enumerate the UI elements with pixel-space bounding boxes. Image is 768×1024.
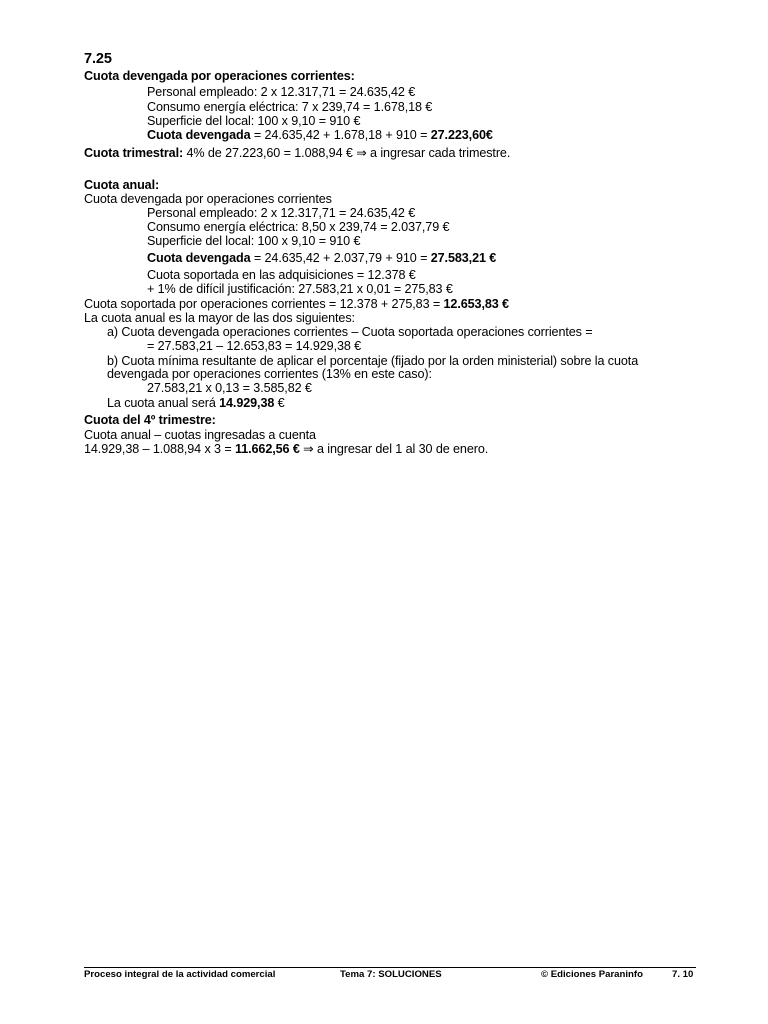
- part2-opt-b2: devengada por operaciones corrientes (13% en este caso):: [107, 367, 432, 381]
- part2-opt-a-calc: = 27.583,21 – 12.653,83 = 14.929,38 €: [147, 339, 362, 353]
- part1-trimestral-label: Cuota trimestral:: [84, 146, 184, 160]
- part2-cuota-label: Cuota devengada: [147, 251, 251, 265]
- part2-cuota-calc: = 24.635,42 + 2.037,79 + 910 =: [250, 251, 431, 265]
- part2-superficie: Superficie del local: 100 x 9,10 = 910 €: [147, 234, 361, 248]
- part2-energia: Consumo energía eléctrica: 8,50 x 239,74 = 2.037,79 €: [147, 220, 450, 234]
- footer-tema: Tema 7: SOLUCIONES: [340, 969, 442, 980]
- part2-mayor: La cuota anual es la mayor de las dos siguientes:: [84, 311, 355, 325]
- part3-tail: ⇒ a ingresar del 1 al 30 de enero.: [299, 442, 489, 456]
- part1-trimestral-line: [84, 146, 510, 160]
- part2-opt-b1: b) Cuota mínima resultante de aplicar el porcentaje (fijado por la orden ministerial) sobre la cuota: [107, 354, 639, 368]
- part3-desc: Cuota anual – cuotas ingresadas a cuenta: [84, 428, 316, 442]
- part1-superficie: Superficie del local: 100 x 9,10 = 910 €: [147, 114, 361, 128]
- footer-publisher: © Ediciones Paraninfo: [541, 969, 643, 980]
- part2-anual-result: 14.929,38: [219, 396, 275, 410]
- part2-cuota-result: 27.583,21 €: [430, 251, 497, 265]
- part2-soportada-total-text: Cuota soportada por operaciones corrientes = 12.378 + 275,83 =: [84, 297, 444, 311]
- part3-result: 11.662,56 €: [235, 442, 300, 456]
- part1-heading: Cuota devengada por operaciones corrientes:: [84, 69, 355, 83]
- part2-heading: Cuota anual:: [84, 178, 160, 192]
- part2-subheading: Cuota devengada por operaciones corrientes: [84, 192, 332, 206]
- part2-opt-b-calc: 27.583,21 x 0,13 = 3.585,82 €: [147, 381, 312, 395]
- part3-calc-line: [84, 442, 488, 456]
- part2-anual-line: [107, 396, 285, 410]
- footer-page-number: 7. 10: [672, 969, 694, 980]
- part1-personal: Personal empleado: 2 x 12.317,71 = 24.635,42 €: [147, 85, 416, 99]
- part3-heading: Cuota del 4º trimestre:: [84, 413, 216, 427]
- part2-soportada-adq: Cuota soportada en las adquisiciones = 12.378 €: [147, 268, 416, 282]
- footer-book-title: Proceso integral de la actividad comercial: [84, 969, 276, 980]
- part2-soportada-total-line: [84, 297, 509, 311]
- part1-cuota-label: Cuota devengada: [147, 128, 251, 142]
- part2-opt-a: a) Cuota devengada operaciones corrientes – Cuota soportada operaciones corrientes =: [107, 325, 593, 339]
- part1-cuota-result: 27.223,60€: [430, 128, 493, 142]
- part1-energia: Consumo energía eléctrica: 7 x 239,74 = 1.678,18 €: [147, 100, 433, 114]
- part2-cuota-line: [147, 251, 496, 265]
- part2-soportada-total-result: 12.653,83 €: [443, 297, 509, 311]
- part1-trimestral-text: 4% de 27.223,60 = 1.088,94 € ⇒ a ingresar cada trimestre.: [183, 146, 511, 160]
- part1-cuota-line: [147, 128, 493, 142]
- part2-anual-text: La cuota anual será: [107, 396, 220, 410]
- section-number: 7.25: [84, 51, 112, 67]
- part2-personal: Personal empleado: 2 x 12.317,71 = 24.635,42 €: [147, 206, 416, 220]
- part2-dificil: + 1% de difícil justificación: 27.583,21 x 0,01 = 275,83 €: [147, 282, 453, 296]
- part1-cuota-calc: = 24.635,42 + 1.678,18 + 910 =: [250, 128, 431, 142]
- part3-calc: 14.929,38 – 1.088,94 x 3 =: [84, 442, 236, 456]
- part2-anual-unit: €: [274, 396, 285, 410]
- footer-divider: [84, 967, 696, 968]
